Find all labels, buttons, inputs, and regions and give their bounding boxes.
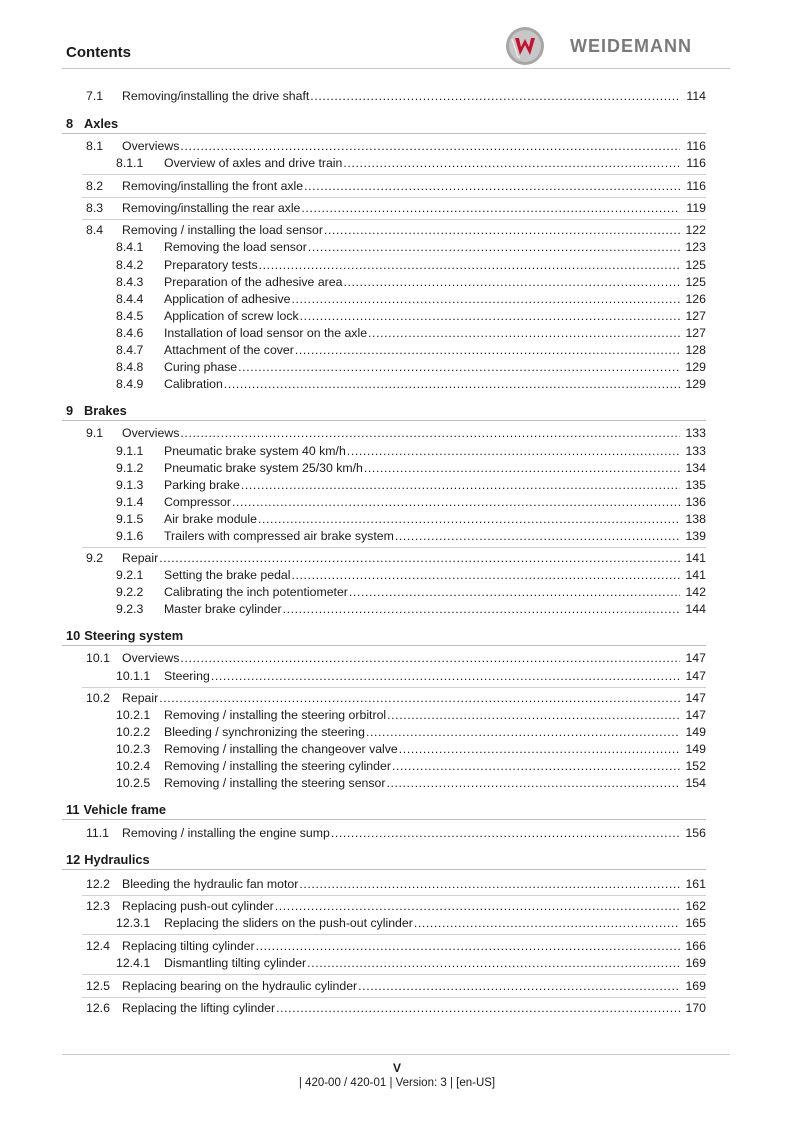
page-reference: 138 [685,512,706,526]
section-number: 10.2.2 [116,725,151,739]
dot-leader [307,955,680,971]
page-reference: 166 [685,939,706,953]
section-number: 12.4 [86,939,110,953]
section-number: 10.1 [86,651,110,665]
section-title: Replacing the sliders on the push-out cylinder [164,916,413,930]
dot-leader [331,825,680,841]
toc-subentry[interactable] [0,511,794,527]
page-reference: 147 [685,669,706,683]
dot-leader [159,690,680,706]
section-number: 8.1 [86,139,104,153]
toc-subentry[interactable] [0,741,794,757]
page-reference: 122 [685,223,706,237]
section-number: 12.5 [86,979,110,993]
dot-leader [324,222,680,238]
section-title: Removing / installing the steering sensor [164,776,386,790]
page-reference: 165 [685,916,706,930]
page-reference: 149 [685,742,706,756]
page-reference: 126 [685,292,706,306]
dot-leader [241,477,680,493]
page-reference: 156 [685,826,706,840]
toc-subentry[interactable] [0,601,794,617]
section-title: Dismantling tilting cylinder [164,956,307,970]
chapter-heading [66,628,183,644]
section-title: Installation of load sensor on the axle [164,326,368,340]
section-title: Application of screw lock [164,309,299,323]
dot-leader [180,425,680,441]
section-title: Removing/installing the drive shaft [122,89,310,103]
section-title: Bleeding the hydraulic fan motor [122,877,299,891]
section-title: Overviews [122,139,180,153]
section-divider [82,974,706,975]
section-number: 9.1.3 [116,478,144,492]
toc-subentry[interactable] [0,758,794,774]
section-title: Steering [164,669,210,683]
toc-subentry[interactable] [0,584,794,600]
dot-leader [180,138,680,154]
toc-subentry[interactable] [0,376,794,392]
section-number: 9.1 [86,426,104,440]
dot-leader [259,257,680,273]
section-title: Pneumatic brake system 25/30 km/h [164,461,363,475]
section-number: 7.1 [86,89,104,103]
page-title: Contents [66,44,131,61]
section-title: Overviews [122,651,180,665]
page-reference: 129 [685,377,706,391]
page-reference: 134 [685,461,706,475]
section-number: 9.1.6 [116,529,144,543]
section-divider [82,219,706,220]
dot-leader [386,775,680,791]
dot-leader [358,978,680,994]
section-number: 8.2 [86,179,104,193]
section-divider [82,997,706,998]
section-title: Repair [122,691,159,705]
section-number: 9.1.5 [116,512,144,526]
section-number: 8.4.4 [116,292,144,306]
page-reference: 116 [686,156,706,170]
toc-entry[interactable] [0,978,794,994]
toc-subentry[interactable] [0,724,794,740]
page-reference: 141 [685,551,706,565]
dot-leader [364,460,680,476]
dot-leader [395,528,680,544]
dot-leader [392,758,680,774]
dot-leader [180,650,680,666]
section-number: 8.4 [86,223,104,237]
section-number: 8.4.6 [116,326,144,340]
page-reference: 162 [685,899,706,913]
dot-leader [366,724,680,740]
section-divider [82,895,706,896]
brand-name: WEIDEMANN [570,36,692,56]
toc-subentry[interactable] [0,239,794,255]
brand-logo [506,26,726,66]
dot-leader [368,325,680,341]
section-title: Compressor [164,495,231,509]
toc-entry[interactable] [0,178,794,194]
dot-leader [291,291,680,307]
dot-leader [343,274,680,290]
dot-leader [275,898,680,914]
page-reference: 147 [685,651,706,665]
chapter-divider [62,133,706,134]
chapter-heading [66,852,150,868]
section-number: 8.1.1 [116,156,144,170]
dot-leader [224,376,680,392]
page-reference: 169 [685,979,706,993]
dot-leader [304,178,680,194]
toc-subentry[interactable] [0,342,794,358]
toc-subentry[interactable] [0,707,794,723]
section-number: 9.1.2 [116,461,144,475]
dot-leader [387,707,680,723]
toc-subentry[interactable] [0,257,794,273]
toc-entry[interactable] [0,550,794,566]
toc-entry[interactable] [0,425,794,441]
toc-entry[interactable] [0,898,794,914]
page-reference: 133 [685,444,706,458]
section-number: 12.4.1 [116,956,151,970]
dot-leader [238,359,680,375]
chapter-divider [62,819,706,820]
section-title: Master brake cylinder [164,602,282,616]
section-number: 9.2.3 [116,602,144,616]
chapter-title: Vehicle frame [83,802,167,817]
chapter-number: 11 [66,802,80,817]
chapter-divider [62,645,706,646]
toc-subentry[interactable] [0,528,794,544]
dot-leader [258,511,680,527]
section-number: 10.2.3 [116,742,151,756]
section-title: Calibrating the inch potentiometer [164,585,348,599]
toc-entry[interactable] [0,938,794,954]
section-title: Replacing bearing on the hydraulic cylinder [122,979,358,993]
dot-leader [159,550,680,566]
toc-entry[interactable] [0,200,794,216]
section-title: Bleeding / synchronizing the steering [164,725,365,739]
dot-leader [343,155,680,171]
section-title: Application of adhesive [164,292,291,306]
dot-leader [300,308,680,324]
section-number: 8.4.7 [116,343,144,357]
header-divider [62,68,730,69]
toc-entry[interactable] [0,138,794,154]
section-divider [82,197,706,198]
section-title: Removing / installing the engine sump [122,826,330,840]
section-title: Preparatory tests [164,258,258,272]
section-number: 8.3 [86,201,104,215]
toc-subentry[interactable] [0,477,794,493]
page-reference: 169 [685,956,706,970]
page-reference: 152 [685,759,706,773]
section-number: 8.4.2 [116,258,144,272]
page-number: V [392,1061,401,1075]
section-number: 12.3 [86,899,110,913]
section-title: Pneumatic brake system 40 km/h [164,444,346,458]
toc-subentry[interactable] [0,567,794,583]
section-number: 10.2 [86,691,110,705]
dot-leader [347,443,680,459]
section-title: Removing/installing the front axle [122,179,304,193]
section-title: Overviews [122,426,180,440]
page-reference: 123 [685,240,706,254]
page-reference: 170 [685,1001,706,1015]
section-divider [82,174,706,175]
toc-subentry[interactable] [0,325,794,341]
chapter-number: 12 [66,852,81,867]
page-reference: 147 [685,708,706,722]
toc-subentry[interactable] [0,915,794,931]
section-number: 8.4.1 [116,240,144,254]
page-reference: 142 [685,585,706,599]
dot-leader [232,494,680,510]
section-title: Removing / installing the steering cylinder [164,759,391,773]
chapter-title: Steering system [84,628,184,643]
section-title: Removing the load sensor [164,240,307,254]
section-number: 11.1 [86,826,110,840]
section-number: 10.2.5 [116,776,151,790]
chapter-title: Brakes [84,403,127,418]
section-divider [82,687,706,688]
chapter-divider [62,869,706,870]
section-title: Removing/installing the rear axle [122,201,301,215]
section-title: Parking brake [164,478,240,492]
document-info: | 420-00 / 420-01 | Version: 3 | [en-US] [298,1077,496,1089]
section-title: Attachment of the cover [164,343,294,357]
section-number: 9.2.2 [116,585,144,599]
section-divider [82,934,706,935]
page-reference: 139 [685,529,706,543]
dot-leader [299,876,680,892]
page-reference: 125 [685,258,706,272]
toc-entry[interactable] [0,1000,794,1016]
section-title: Preparation of the adhesive area [164,275,343,289]
section-title: Replacing tilting cylinder [122,939,255,953]
toc-entry[interactable] [0,222,794,238]
toc-subentry[interactable] [0,274,794,290]
section-number: 9.1.1 [116,444,144,458]
toc-subentry[interactable] [0,775,794,791]
section-number: 12.2 [86,877,110,891]
dot-leader [291,567,680,583]
chapter-number: 8 [66,116,74,131]
page-reference: 135 [685,478,706,492]
page-reference: 127 [685,309,706,323]
dot-leader [283,601,680,617]
chapter-divider [62,420,706,421]
section-title: Replacing push-out cylinder [122,899,274,913]
dot-leader [211,668,680,684]
section-number: 8.4.9 [116,377,144,391]
toc-subentry[interactable] [0,359,794,375]
section-title: Overview of axles and drive train [164,156,343,170]
page-reference: 144 [685,602,706,616]
chapter-heading [66,403,127,419]
dot-leader [301,200,680,216]
dot-leader [414,915,680,931]
toc-entry[interactable] [0,650,794,666]
toc-subentry[interactable] [0,494,794,510]
dot-leader [276,1000,680,1016]
page-reference: 129 [685,360,706,374]
toc-entry[interactable] [0,825,794,841]
page-reference: 119 [686,201,706,215]
dot-leader [308,239,680,255]
page-reference: 141 [685,568,706,582]
section-title: Removing / installing the load sensor [122,223,323,237]
page-reference: 136 [685,495,706,509]
section-title: Air brake module [164,512,257,526]
section-number: 10.2.1 [116,708,151,722]
section-title: Trailers with compressed air brake system [164,529,394,543]
page-reference: 127 [685,326,706,340]
toc-entry[interactable] [0,88,794,104]
section-divider [82,547,706,548]
dot-leader [295,342,680,358]
chapter-number: 10 [66,628,81,643]
section-title: Calibration [164,377,223,391]
page-reference: 161 [685,877,706,891]
chapter-heading [66,802,166,818]
chapter-heading [66,116,118,132]
toc-subentry[interactable] [0,460,794,476]
section-number: 12.6 [86,1001,110,1015]
section-title: Removing / installing the steering orbitrol [164,708,387,722]
page-reference: 128 [685,343,706,357]
section-number: 10.1.1 [116,669,151,683]
page-reference: 116 [686,139,706,153]
toc-subentry[interactable] [0,668,794,684]
page-reference: 147 [685,691,706,705]
page-reference: 125 [685,275,706,289]
section-number: 9.2.1 [116,568,144,582]
dot-leader [399,741,680,757]
toc-subentry[interactable] [0,955,794,971]
dot-leader [256,938,680,954]
section-title: Removing / installing the changeover valve [164,742,398,756]
footer-divider [62,1054,730,1055]
toc-subentry[interactable] [0,443,794,459]
page-reference: 149 [685,725,706,739]
section-number: 8.4.5 [116,309,144,323]
section-title: Setting the brake pedal [164,568,291,582]
page-reference: 116 [686,179,706,193]
toc-entry[interactable] [0,690,794,706]
section-number: 9.1.4 [116,495,144,509]
dot-leader [310,88,680,104]
section-number: 8.4.8 [116,360,144,374]
chapter-title: Axles [84,116,119,131]
section-number: 10.2.4 [116,759,151,773]
section-number: 12.3.1 [116,916,151,930]
toc-subentry[interactable] [0,155,794,171]
section-number: 8.4.3 [116,275,144,289]
section-title: Repair [122,551,159,565]
section-number: 9.2 [86,551,104,565]
section-title: Replacing the lifting cylinder [122,1001,276,1015]
section-title: Curing phase [164,360,238,374]
page-reference: 154 [685,776,706,790]
page-reference: 114 [686,89,706,103]
dot-leader [349,584,680,600]
page-reference: 133 [685,426,706,440]
chapter-title: Hydraulics [84,852,150,867]
weidemann-emblem-icon [506,27,544,65]
toc-subentry[interactable] [0,308,794,324]
chapter-number: 9 [66,403,74,418]
toc-entry[interactable] [0,876,794,892]
toc-subentry[interactable] [0,291,794,307]
